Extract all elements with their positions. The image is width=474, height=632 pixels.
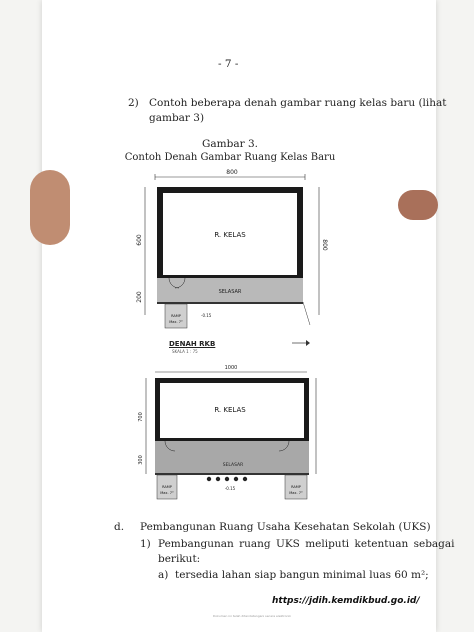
floor-plan-1 [135, 165, 335, 340]
plan1-left-dim-bottom: 200 [136, 291, 143, 303]
section-d-letter: d. [114, 521, 125, 533]
plan2-ramp-left-line1: RAMP [162, 485, 172, 489]
plan1-right-dim: 800 [321, 239, 328, 251]
plan2-ramp-right-line1: RAMP [291, 485, 301, 489]
figure-title: Gambar 3. [202, 138, 258, 150]
section-d-sub1-line2: berikut: [158, 553, 201, 565]
plan1-ramp-line2: Max. 7° [169, 320, 183, 324]
item-text-line1: Contoh beberapa denah gambar ruang kelas baru (lihat [149, 97, 447, 109]
section-d-title: Pembangunan Ruang Usaha Kesehatan Sekolah (UKS) [140, 521, 431, 533]
plan1-room-label: R. KELAS [214, 231, 246, 239]
figure-subtitle: Contoh Denah Gambar Ruang Kelas Baru [124, 152, 336, 163]
plan1-left-dim-top: 600 [136, 234, 143, 246]
plan2-ramp-right-line2: Max. 7° [289, 491, 303, 495]
plan2-room-label: R. KELAS [214, 406, 246, 414]
section-d-sub1-line1: Pembangunan ruang UKS meliputi ketentuan sebagai [158, 538, 455, 550]
footer-note: Dokumen ini telah ditandatangani secara elektronik [213, 614, 291, 618]
section-d-sub-a-text: tersedia lahan siap bangun minimal luas 60 m²; [175, 569, 429, 581]
plan2-left-dim-bottom: 300 [138, 455, 144, 465]
plan2-corridor-label: SELASAR [222, 463, 244, 468]
plan2-ramp-left-line2: Max. 7° [160, 491, 174, 495]
finger-right [398, 190, 438, 220]
footer-url[interactable]: https://jdih.kemdikbud.go.id/ [272, 596, 420, 606]
section-d-sub-a-letter: a) [158, 569, 169, 581]
item-text-line2: gambar 3) [149, 112, 205, 124]
plan2-level: -0.15 [224, 486, 236, 491]
plan2-left-dim-top: 700 [138, 412, 144, 422]
plan1-level: -0.15 [201, 313, 212, 318]
plan1-corridor-label: SELASAR [218, 289, 242, 295]
plan-scale: SKALA 1 : 75 [172, 349, 198, 354]
item-number: 2) [128, 97, 139, 109]
plan-title: DENAH RKB [169, 340, 216, 348]
finger-left [30, 170, 70, 245]
plan2-corridor [155, 441, 309, 473]
floor-plan-2 [135, 362, 335, 512]
page-number: - 7 - [218, 58, 239, 70]
section-d-sub1-number: 1) [140, 538, 151, 550]
north-arrow-icon [290, 333, 310, 353]
plan1-width-dim: 800 [226, 169, 238, 176]
plan2-width-dim: 1000 [224, 365, 238, 371]
plan1-ramp-line1: RAMP [171, 314, 181, 318]
